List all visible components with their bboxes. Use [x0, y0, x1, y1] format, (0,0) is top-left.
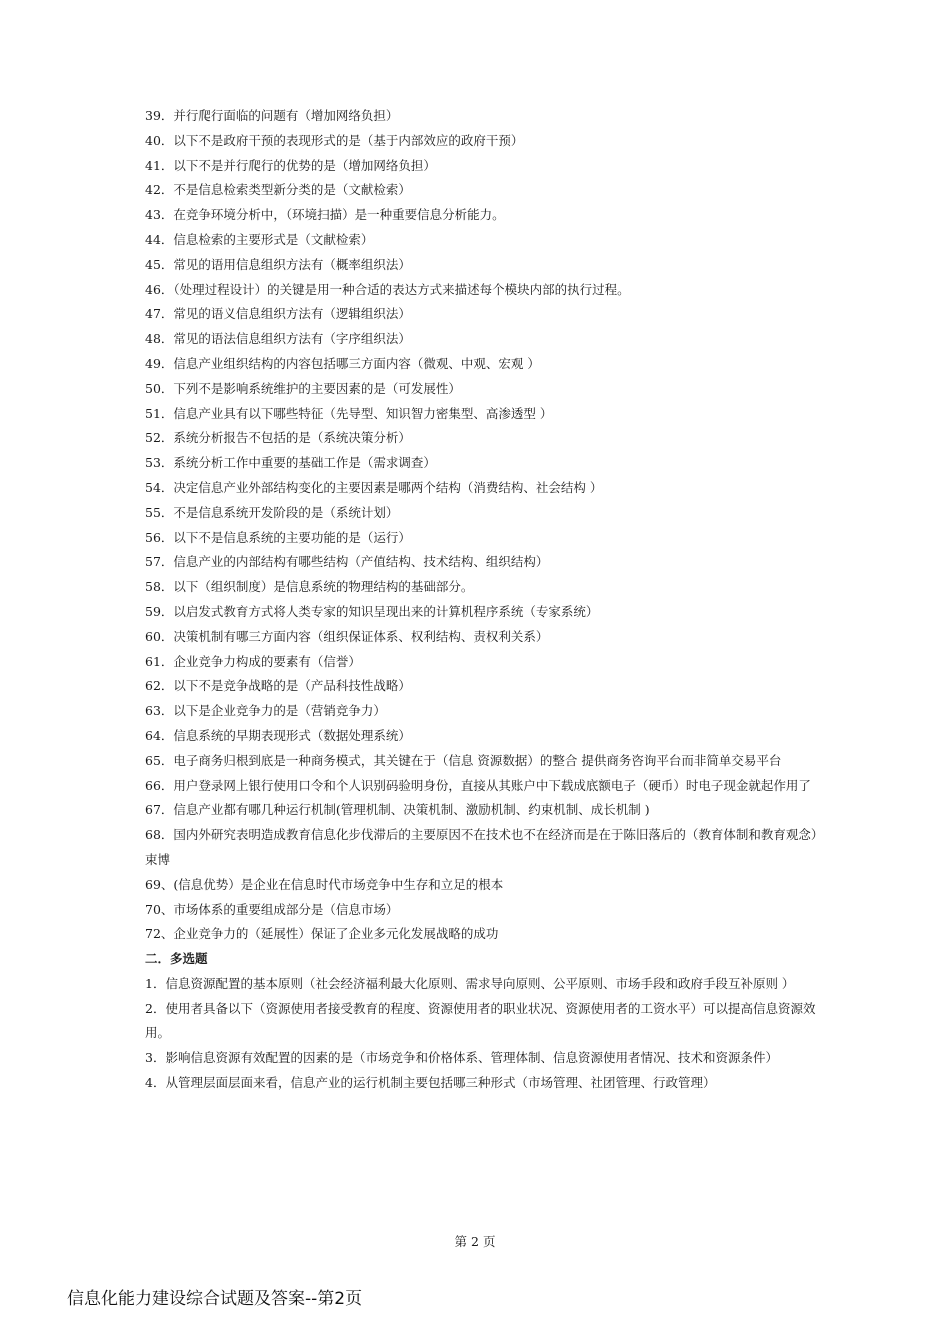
- multi-choice-heading: 二．多选题: [145, 951, 208, 967]
- question-item: 46．（处理过程设计）的关键是用一种合适的表达方式来描述每个模块内部的执行过程。: [145, 281, 630, 297]
- question-item: 65．电子商务归根到底是一种商务模式，其关键在于（信息 资源数据）的整合 提供商务咨询平台而非简单交易平台: [145, 752, 782, 768]
- question-item: 48．常见的语法信息组织方法有（字序组织法）: [145, 331, 411, 347]
- question-item: 2．使用者具备以下（资源使用者接受教育的程度、资源使用者的职业状况、资源使用者的工资水平）可以提高信息资源效用。: [145, 1000, 816, 1041]
- question-item: 52．系统分析报告不包括的是（系统决策分析）: [145, 430, 411, 446]
- question-item: 39．并行爬行面临的问题有（增加网络负担）: [145, 108, 399, 123]
- question-item: 64．信息系统的早期表现形式（数据处理系统）: [145, 727, 411, 743]
- question-item: 54．决定信息产业外部结构变化的主要因素是哪两个结构（消费结构、社会结构 ）: [145, 479, 603, 495]
- question-item: 47．常见的语义信息组织方法有（逻辑组织法）: [145, 306, 411, 322]
- document-caption: 信息化能力建设综合试题及答案--第2页: [67, 1289, 363, 1309]
- question-item: 4．从管理层面层面来看，信息产业的运行机制主要包括哪三种形式（市场管理、社团管理、行政管理）: [145, 1075, 716, 1091]
- question-item: 62．以下不是竞争战略的是（产品科技性战略）: [145, 678, 411, 694]
- question-item: 56．以下不是信息系统的主要功能的是（运行）: [145, 529, 411, 545]
- question-item: 72、企业竞争力的（延展性）保证了企业多元化发展战略的成功: [145, 926, 499, 942]
- question-item: 60．决策机制有哪三方面内容（组织保证体系、权利结构、责权利关系）: [145, 628, 549, 644]
- question-item: 57．信息产业的内部结构有哪些结构（产值结构、技术结构、组织结构）: [145, 554, 549, 570]
- question-item: 49．信息产业组织结构的内容包括哪三方面内容（微观、中观、宏观 ）: [145, 355, 540, 371]
- question-item: 61．企业竞争力构成的要素有（信誉）: [145, 653, 361, 669]
- document-body: [145, 104, 825, 1096]
- question-item: 67．信息产业都有哪几种运行机制(管理机制、决策机制、激励机制、约束机制、成长机制 ): [145, 802, 650, 818]
- question-item: 63．以下是企业竞争力的是（营销竞争力）: [145, 703, 386, 719]
- question-item: 70、市场体系的重要组成部分是（信息市场）: [145, 901, 399, 917]
- question-item: 40．以下不是政府干预的表现形式的是（基于内部效应的政府干预）: [145, 132, 524, 148]
- question-item: 45．常见的语用信息组织方法有（概率组织法）: [145, 256, 411, 272]
- question-item: 58．以下（组织制度）是信息系统的物理结构的基础部分。: [145, 579, 474, 595]
- question-item: 42．不是信息检索类型新分类的是（文献检索）: [145, 182, 411, 198]
- question-item: 44．信息检索的主要形式是（文献检索）: [145, 231, 374, 247]
- question-item: 66．用户登录网上银行使用口令和个人识别码验明身份，直接从其账户中下载成底额电子（硬币）时电子现金就起作用了: [145, 777, 811, 793]
- question-item: 3．影响信息资源有效配置的因素的是（市场竞争和价格体系、管理体制、信息资源使用者情况、技术和资源条件）: [145, 1050, 778, 1066]
- question-item: 1．信息资源配置的基本原则（社会经济福利最大化原则、需求导向原则、公平原则、市场手段和政府手段互补原则 ）: [145, 975, 795, 991]
- question-item: 55．不是信息系统开发阶段的是（系统计划）: [145, 504, 399, 520]
- single-choice-list: [145, 104, 825, 947]
- question-item: 51．信息产业具有以下哪些特征（先导型、知识智力密集型、高渗透型 ）: [145, 405, 553, 421]
- multi-choice-list: [145, 972, 825, 1096]
- question-item: 53．系统分析工作中重要的基础工作是（需求调查）: [145, 455, 436, 471]
- question-item: 43．在竞争环境分析中，（环境扫描）是一种重要信息分析能力。: [145, 207, 505, 223]
- question-item: 69、(信息优势）是企业在信息时代市场竞争中生存和立足的根本: [145, 876, 504, 892]
- question-item: 68．国内外研究表明造成教育信息化步伐滞后的主要原因不在技术也不在经济而是在于陈旧落后的（教育体制和教育观念）束博: [145, 827, 824, 867]
- question-item: 41．以下不是并行爬行的优势的是（增加网络负担）: [145, 157, 436, 173]
- question-item: 50．下列不是影响系统维护的主要因素的是（可发展性）: [145, 380, 461, 396]
- page-number: 第 2 页: [454, 1234, 496, 1249]
- question-item: 59．以启发式教育方式将人类专家的知识呈现出来的计算机程序系统（专家系统）: [145, 603, 599, 619]
